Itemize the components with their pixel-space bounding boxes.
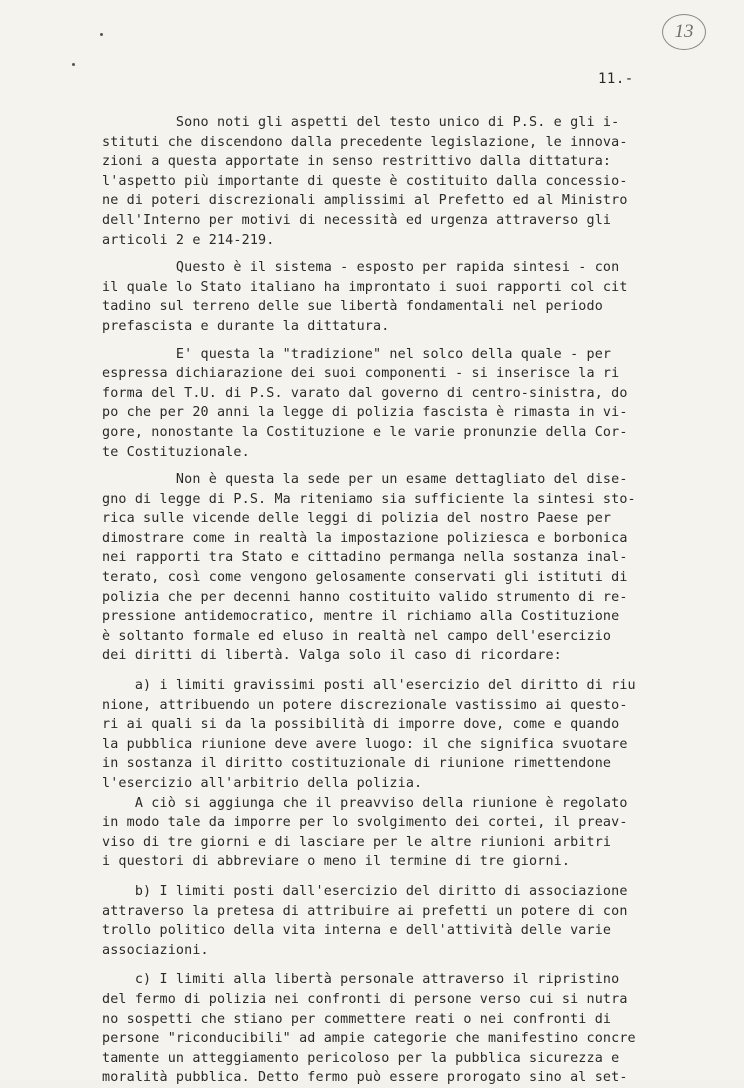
text-line: nei rapporti tra Stato e cittadino permanga nella sostanza inal-: [102, 550, 628, 566]
text-line: Sono noti gli aspetti del testo unico di P.S. e gli i-: [102, 115, 620, 130]
archive-page-stamp: [662, 14, 706, 50]
text-line: tamente un atteggiamento pericoloso per la pubblica sicurezza e: [102, 1050, 620, 1066]
text-line: E' questa la "tradizione" nel solco della quale - per: [102, 346, 612, 362]
scan-speck: [72, 63, 75, 66]
text-line: i questori di abbreviare o meno il termine di tre giorni.: [102, 854, 571, 870]
text-line: moralità pubblica. Detto fermo può essere prorogato sino al set-: [102, 1070, 628, 1086]
text-line: tadino sul terreno delle sue libertà fondamentali nel periodo: [102, 299, 603, 315]
text-line: rica sulle vicende delle leggi di polizia del nostro Paese per: [102, 511, 612, 527]
text-line: trollo politico della vita interna e dell'attività delle varie: [102, 923, 612, 939]
text-line: b) I limiti posti dall'esercizio del diritto di associazione: [102, 883, 628, 899]
paragraph-tradition: [102, 345, 670, 463]
text-line: del fermo di polizia nei confronti di persone verso cui si nutra: [102, 991, 628, 1007]
text-line: polizia che per decenni hanno costituito valido strumento di re-: [102, 589, 628, 605]
text-line: no sospetti che stiano per commettere reati o nei confronti di: [102, 1011, 612, 1027]
scan-speck: [100, 33, 103, 36]
paragraph-item-c: [102, 970, 670, 1088]
text-line: ne di poteri discrezionali amplissimi al Prefetto ed al Ministro: [102, 193, 628, 209]
text-line: in sostanza il diritto costituzionale di riunione rimettendone: [102, 756, 612, 772]
text-line: a) i limiti gravissimi posti all'esercizio del diritto di riu: [102, 678, 636, 694]
text-line: in modo tale da imporre per lo svolgimento dei cortei, il preav-: [102, 815, 628, 831]
paragraph-intro: [102, 113, 670, 250]
text-line: dimostrare come in realtà la impostazione poliziesca e borbonica: [102, 530, 628, 546]
text-line: po che per 20 anni la legge di polizia fascista è rimasta in vi-: [102, 405, 628, 421]
paragraph-analysis: [102, 470, 670, 666]
body-text: [102, 113, 670, 1088]
text-line: dei diritti di libertà. Valga solo il caso di ricordare:: [102, 648, 562, 664]
text-line: A ciò si aggiunga che il preavviso della riunione è regolato: [102, 795, 628, 811]
text-line: dell'Interno per motivi di necessità ed urgenza attraverso gli: [102, 212, 612, 228]
text-line: è soltanto formale ed eluso in realtà nel campo dell'esercizio: [102, 628, 612, 644]
text-line: c) I limiti alla libertà personale attraverso il ripristino: [102, 972, 620, 988]
text-line: il quale lo Stato italiano ha improntato i suoi rapporti col cit: [102, 279, 628, 295]
text-line: gno di legge di P.S. Ma riteniamo sia sufficiente la sintesi sto-: [102, 491, 636, 507]
text-line: prefascista e durante la dittatura.: [102, 318, 390, 334]
text-line: l'aspetto più importante di queste è costituito dalla concessio-: [102, 173, 628, 189]
text-line: terato, così come vengono gelosamente conservati gli istituti di: [102, 570, 628, 586]
text-line: zioni a questa apportate in senso restrittivo dalla dittatura:: [102, 154, 612, 170]
text-line: nione, attribuendo un potere discrezionale vastissimo ai questo-: [102, 697, 628, 713]
text-line: Questo è il sistema - esposto per rapida sintesi - con: [102, 260, 620, 276]
paragraph-system: [102, 258, 670, 336]
text-line: articoli 2 e 214-219.: [102, 232, 275, 248]
text-line: ri ai quali si da la possibilità di imporre dove, come e quando: [102, 717, 620, 733]
text-line: la pubblica riunione deve avere luogo: il che significa svuotare: [102, 736, 628, 752]
text-line: associazioni.: [102, 942, 209, 958]
text-line: Non è questa la sede per un esame dettagliato del dise-: [102, 472, 628, 488]
stamp-number: 13: [674, 21, 694, 42]
text-line: forma del T.U. di P.S. varato dal governo di centro-sinistra, do: [102, 385, 628, 401]
page-number: 11.-: [598, 71, 634, 87]
text-line: pressione antidemocratico, mentre il richiamo alla Costituzione: [102, 609, 620, 625]
paragraph-item-b: [102, 882, 670, 960]
text-line: attraverso la pretesa di attribuire ai prefetti un potere di con: [102, 903, 628, 919]
text-line: l'esercizio all'arbitrio della polizia.: [102, 776, 423, 791]
text-line: espressa dichiarazione dei suoi componenti - si inserisce la ri: [102, 366, 620, 382]
text-line: gore, nonostante la Costituzione e le varie pronunzie della Cor-: [102, 424, 628, 440]
text-line: te Costituzionale.: [102, 444, 250, 460]
text-line: stituti che discendono dalla precedente legislazione, le innova-: [102, 134, 628, 150]
text-line: viso di tre giorni e di lasciare per le altre riunioni arbitri: [102, 834, 612, 850]
text-line: persone "riconducibili" ad ampie categorie che manifestino concre: [102, 1031, 636, 1047]
paragraph-item-a: [102, 676, 670, 872]
